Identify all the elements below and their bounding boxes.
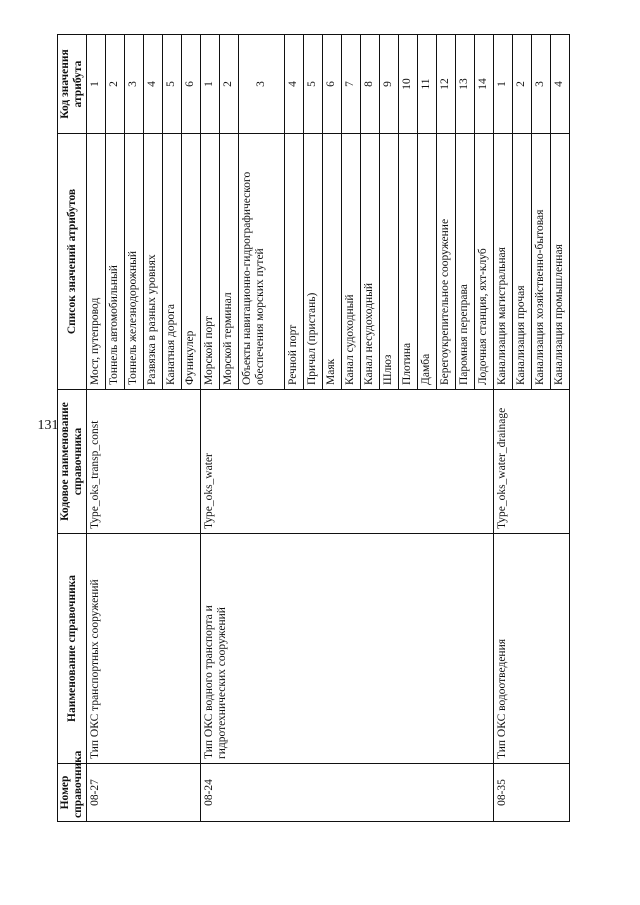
- attribute-value: Канализация промышленная: [551, 134, 570, 390]
- attribute-code: 6: [323, 35, 342, 134]
- header-code: Код значения атрибута: [58, 35, 87, 134]
- table-row: [201, 35, 220, 822]
- directory-name: Тип ОКС транспортных сооружений: [87, 534, 201, 764]
- header-number: Номер справочника: [58, 764, 87, 822]
- directory-code-name: Type_oks_water: [201, 390, 494, 534]
- directory-number: 08-35: [494, 764, 570, 822]
- attribute-value: Тоннель автомобильный: [106, 134, 125, 390]
- attribute-value: Плотина: [399, 134, 418, 390]
- attribute-code: 2: [106, 35, 125, 134]
- attribute-value: Канализация хозяйственно-бытовая: [532, 134, 551, 390]
- attribute-value: Лодочная станция, яхт-клуб: [475, 134, 494, 390]
- attribute-value: Паромная переправа: [456, 134, 475, 390]
- attribute-table: [57, 34, 570, 822]
- attribute-code: 1: [201, 35, 220, 134]
- directory-name: Тип ОКС водоотведения: [494, 534, 570, 764]
- table-row: [494, 35, 513, 822]
- attribute-code: 3: [239, 35, 285, 134]
- attribute-value: Тоннель железнодорожный: [125, 134, 144, 390]
- attribute-value: Маяк: [323, 134, 342, 390]
- directory-number: 08-27: [87, 764, 201, 822]
- attribute-value: Канал судоходный: [342, 134, 361, 390]
- attribute-value: Берегоукрепительное сооружение: [437, 134, 456, 390]
- attribute-code: 14: [475, 35, 494, 134]
- attribute-value: Канал несудоходный: [361, 134, 380, 390]
- attribute-value: Канализация прочая: [513, 134, 532, 390]
- attribute-code: 5: [304, 35, 323, 134]
- attribute-code: 4: [551, 35, 570, 134]
- attribute-code: 7: [342, 35, 361, 134]
- directory-code-name: Type_oks_transp_const: [87, 390, 201, 534]
- attribute-value: Дамба: [418, 134, 437, 390]
- attribute-value: Объекты навигационно-гидрографического обеспечения морских путей: [239, 134, 285, 390]
- directory-name: Тип ОКС водного транспорта и гидротехнических сооружений: [201, 534, 494, 764]
- directory-number: 08-24: [201, 764, 494, 822]
- header-values: Список значений атрибутов: [58, 134, 87, 390]
- attribute-value: Канатная дорога: [163, 134, 182, 390]
- attribute-value: Развязка в разных уровнях: [144, 134, 163, 390]
- header-name: Наименование справочника: [58, 534, 87, 764]
- attribute-value: Речной порт: [285, 134, 304, 390]
- attribute-code: 6: [182, 35, 201, 134]
- attribute-code: 11: [418, 35, 437, 134]
- page-number: 131: [37, 418, 59, 433]
- attribute-code: 9: [380, 35, 399, 134]
- table-row: [87, 35, 106, 822]
- attribute-value: Мост, путепровод: [87, 134, 106, 390]
- attribute-code: 12: [437, 35, 456, 134]
- attribute-code: 10: [399, 35, 418, 134]
- attribute-value: Морской порт: [201, 134, 220, 390]
- rotated-table-container: [57, 35, 585, 822]
- attribute-value: Морской терминал: [220, 134, 239, 390]
- attribute-code: 4: [144, 35, 163, 134]
- attribute-value: Канализация магистральная: [494, 134, 513, 390]
- attribute-code: 13: [456, 35, 475, 134]
- attribute-code: 1: [87, 35, 106, 134]
- attribute-code: 5: [163, 35, 182, 134]
- attribute-code: 4: [285, 35, 304, 134]
- attribute-value: Фуникулер: [182, 134, 201, 390]
- attribute-code: 8: [361, 35, 380, 134]
- directory-code-name: Type_oks_water_drainage: [494, 390, 570, 534]
- attribute-value: Шлюз: [380, 134, 399, 390]
- attribute-value: Причал (пристань): [304, 134, 323, 390]
- attribute-code: 3: [532, 35, 551, 134]
- attribute-code: 2: [513, 35, 532, 134]
- header-row: [58, 35, 87, 822]
- attribute-code: 3: [125, 35, 144, 134]
- header-code-name: Кодовое наименование справочника: [58, 390, 87, 534]
- attribute-code: 2: [220, 35, 239, 134]
- attribute-code: 1: [494, 35, 513, 134]
